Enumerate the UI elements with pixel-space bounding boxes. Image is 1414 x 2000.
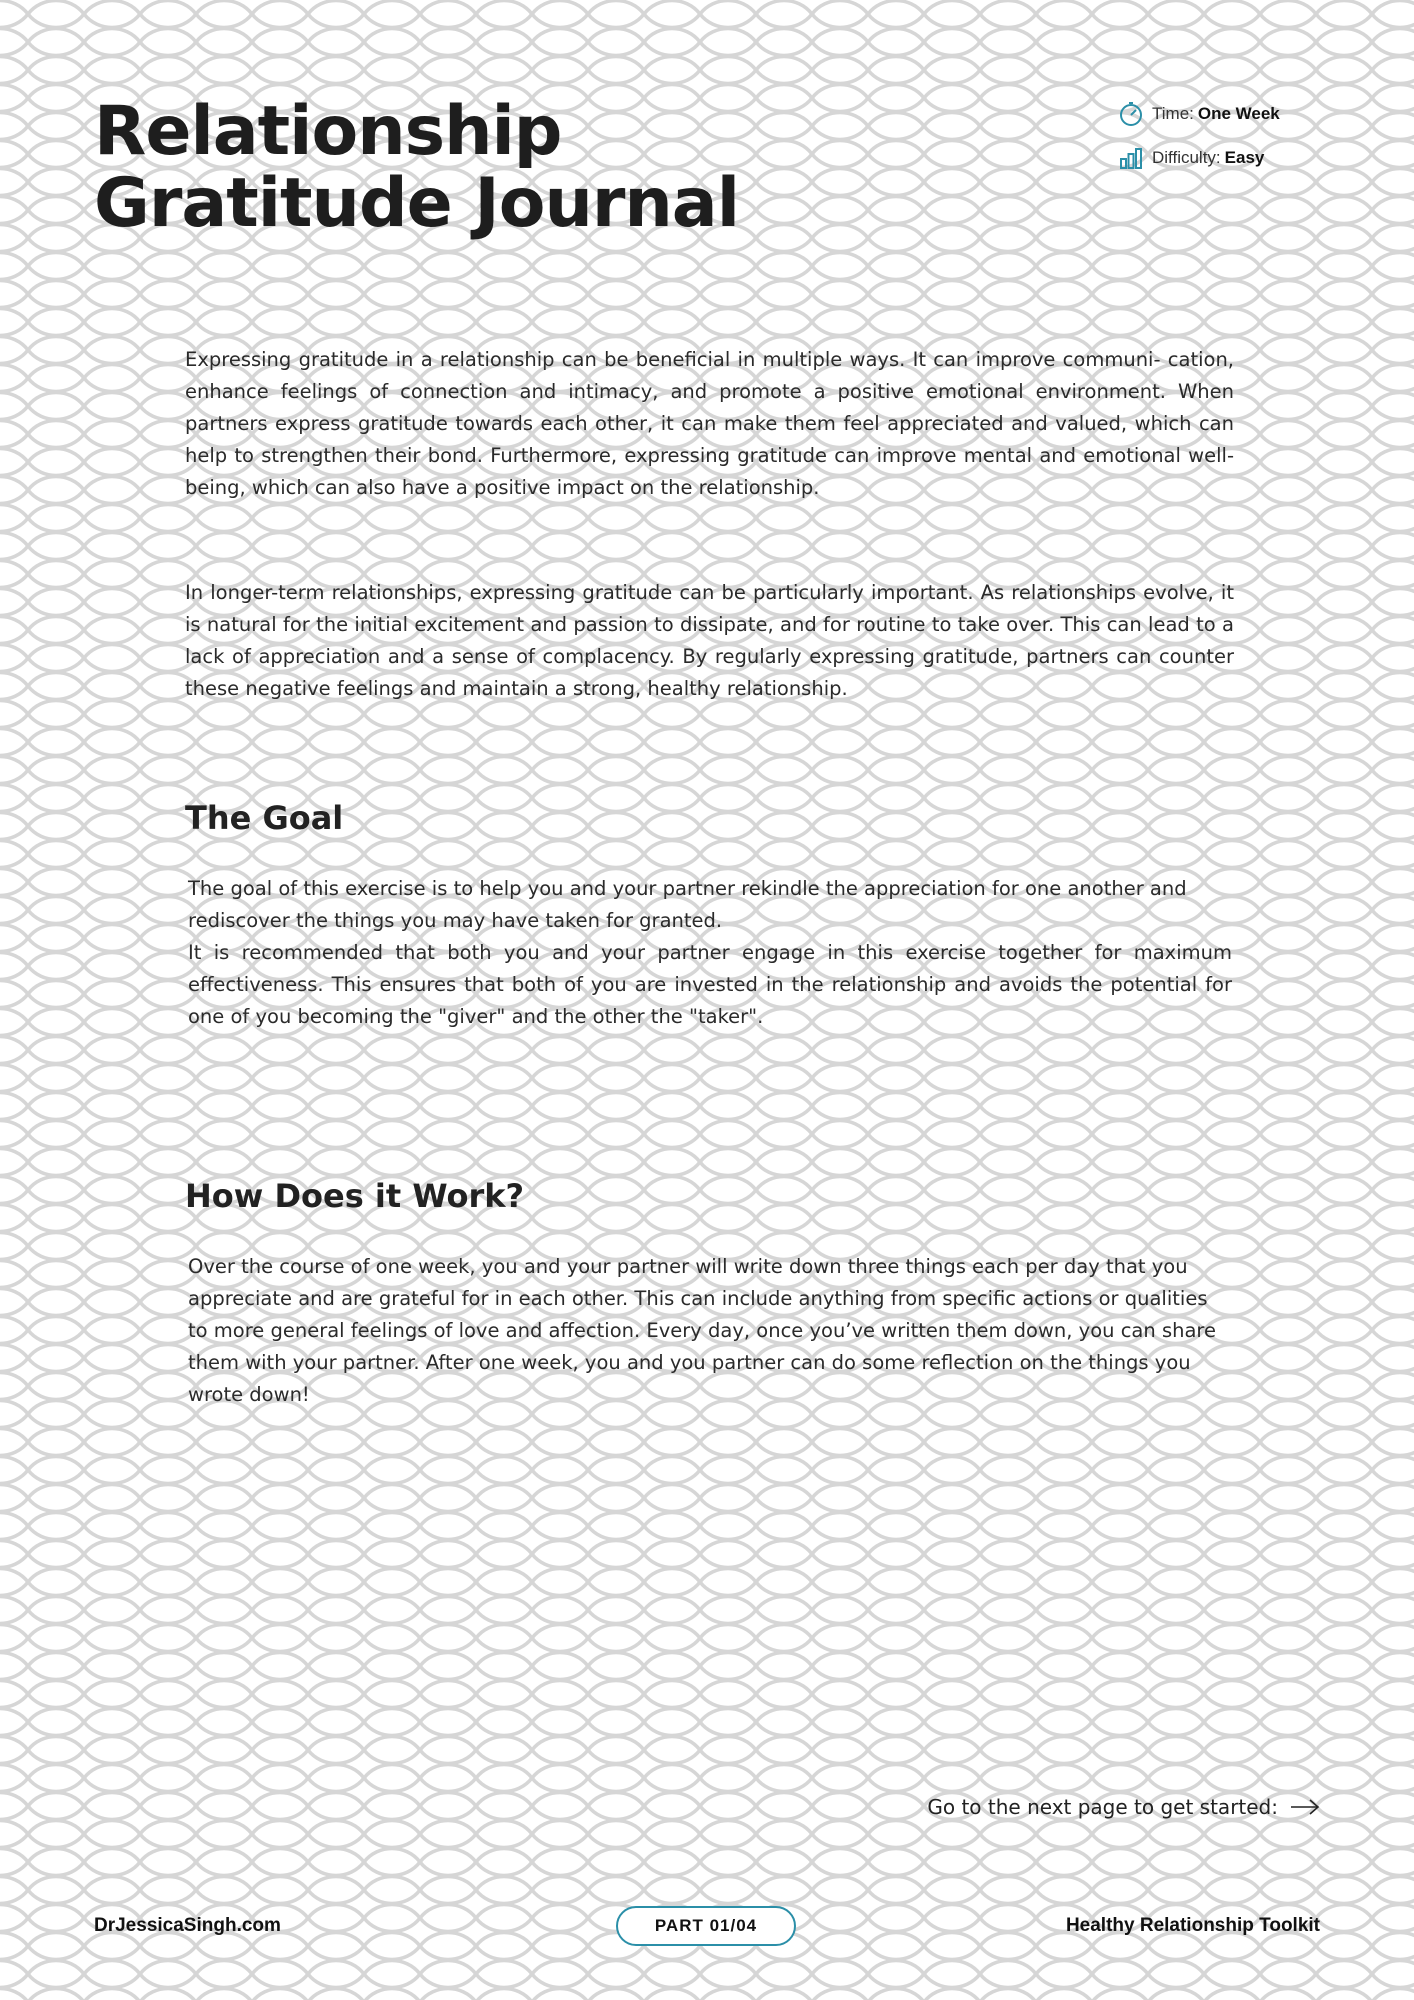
title-line-2: Gratitude Journal xyxy=(94,164,740,243)
next-page-hint[interactable] xyxy=(927,1795,1320,1819)
how-heading: How Does it Work? xyxy=(185,1177,525,1215)
bar-chart-icon xyxy=(1118,145,1144,171)
difficulty-info xyxy=(1118,144,1280,172)
intro-paragraph-2: In longer-term relationships, expressing gratitude can be particularly important. As relationships evolve, it is natural for the initial excitement and passion to dissipate, and for routine to take over. This can lead to a lack of appreciation and a sense of complacency. By regularly expressing gratitude, partners can counter these negative feelings and maintain a strong, healthy relationship. xyxy=(185,581,1234,700)
arrow-right-icon[interactable] xyxy=(1290,1799,1320,1815)
difficulty-value: Easy xyxy=(1224,148,1265,167)
page-title xyxy=(94,92,740,243)
footer-website[interactable]: DrJessicaSingh.com xyxy=(94,1915,281,1936)
goal-heading: The Goal xyxy=(185,799,344,837)
time-value: One Week xyxy=(1197,104,1280,123)
time-info xyxy=(1118,100,1280,128)
goal-line-2: It is recommended that both you and your partner engage in this exercise together for maximum effectiveness. This ensures that both of you are invested in the relationship and avoids the potential for one of you becoming the "giver" and the other the "taker". xyxy=(188,941,1232,1028)
footer-toolkit-title: Healthy Relationship Toolkit xyxy=(1065,1915,1320,1936)
exercise-meta xyxy=(1118,100,1280,188)
how-text: Over the course of one week, you and your partner will write down three things each per day that you appreciate and are grateful for in each other. This can include anything from specific actions or qualities to more general feelings of love and affection. Every day, once you’ve written them down, you can share them with your partner. After one week, you and you partner can do some reflection on the things you wrote down! xyxy=(188,1255,1216,1406)
next-page-text: Go to the next page to get started: xyxy=(927,1795,1278,1819)
goal-text xyxy=(188,873,1232,1033)
stopwatch-icon xyxy=(1118,101,1144,127)
difficulty-label: Difficulty: xyxy=(1152,148,1221,167)
title-line-1: Relationship xyxy=(94,92,562,171)
intro-paragraph-1: Expressing gratitude in a relationship can be beneficial in multiple ways. It can improve communi- cation, enhance feelings of connection and intimacy, and promote a positive emotional environment. When partners express gratitude towards each other, it can make them feel appreciated and valued, which can help to strengthen their bond. Furthermore, expressing gratitude can improve mental and emotional well-being, which can also have a positive impact on the relationship. xyxy=(185,348,1234,499)
part-badge: PART 01/04 xyxy=(616,1906,796,1946)
goal-line-1: The goal of this exercise is to help you and your partner rekindle the appreciation for one another and rediscover the things you may have taken for granted. xyxy=(188,877,1187,932)
time-label: Time: xyxy=(1152,104,1194,123)
